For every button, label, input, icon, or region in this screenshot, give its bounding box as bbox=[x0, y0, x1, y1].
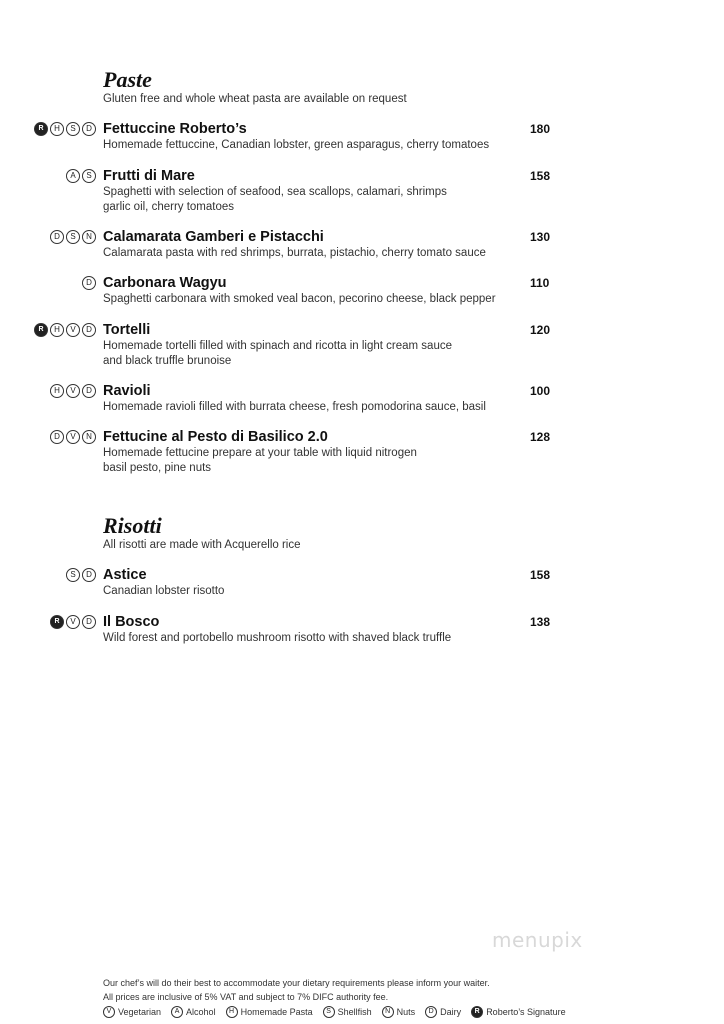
description-line: garlic oil, cherry tomatoes bbox=[103, 200, 235, 213]
description-line: Canadian lobster risotto bbox=[103, 585, 225, 597]
description-line: Homemade fettucine prepare at your table with liquid nitrogen bbox=[103, 447, 417, 459]
dietary-badge-icon: D bbox=[82, 323, 96, 337]
item-price: 158 bbox=[530, 169, 551, 183]
item-price: 130 bbox=[530, 230, 551, 244]
legend-item bbox=[382, 1005, 416, 1019]
item-badges bbox=[82, 276, 96, 290]
legend-label: Alcohol bbox=[186, 1007, 216, 1017]
item-description bbox=[103, 246, 533, 261]
description-line: Spaghetti with selection of seafood, sea scallops, calamari, shrimps bbox=[103, 186, 447, 198]
watermark-logo: menupix bbox=[492, 928, 583, 952]
legend-item bbox=[425, 1005, 461, 1019]
legend-label: Vegetarian bbox=[118, 1007, 162, 1017]
item-name: Astice bbox=[103, 567, 147, 583]
footer-note: All prices are inclusive of 5% VAT and subject to 7% DIFC authority fee. bbox=[103, 992, 389, 1002]
dietary-badge-icon: S bbox=[66, 122, 80, 136]
dietary-badge-icon: D bbox=[82, 122, 96, 136]
dietary-badge-icon: R bbox=[34, 323, 48, 337]
dietary-badge-icon: S bbox=[66, 230, 80, 244]
description-line: Homemade ravioli filled with burrata cheese, fresh pomodorina sauce, basil bbox=[103, 401, 486, 413]
description-line: and black truffle brunoise bbox=[103, 354, 232, 367]
dietary-badge-icon: R bbox=[34, 122, 48, 136]
item-badges bbox=[66, 169, 96, 183]
item-price: 180 bbox=[530, 122, 551, 136]
item-description bbox=[103, 138, 533, 153]
dietary-badge-icon: D bbox=[82, 384, 96, 398]
legend-label: Homemade Pasta bbox=[240, 1007, 313, 1017]
section-note: All risotti are made with Acquerello rice bbox=[103, 539, 301, 551]
footer-note: Our chef’s will do their best to accommodate your dietary requirements please inform your waiter. bbox=[103, 978, 490, 988]
dietary-badge-icon: H bbox=[226, 1006, 238, 1018]
item-description bbox=[103, 185, 533, 214]
footer bbox=[103, 976, 566, 1019]
item-description bbox=[103, 584, 533, 599]
item-price: 110 bbox=[530, 276, 550, 290]
legend-item bbox=[103, 1005, 161, 1019]
item-price: 128 bbox=[530, 430, 551, 444]
dietary-badge-icon: S bbox=[323, 1006, 335, 1018]
dietary-badge-icon: H bbox=[50, 122, 64, 136]
dietary-badge-icon: D bbox=[50, 230, 64, 244]
item-badges bbox=[50, 230, 96, 244]
dietary-badge-icon: V bbox=[66, 430, 80, 444]
item-description bbox=[103, 446, 533, 475]
description-line: Homemade tortelli filled with spinach and ricotta in light cream sauce bbox=[103, 340, 452, 352]
section-note: Gluten free and whole wheat pasta are available on request bbox=[103, 93, 407, 105]
description-line: Spaghetti carbonara with smoked veal bacon, pecorino cheese, black pepper bbox=[103, 293, 496, 305]
item-name: Fettuccine Roberto’s bbox=[103, 121, 247, 137]
dietary-badge-icon: D bbox=[50, 430, 64, 444]
dietary-legend bbox=[103, 1005, 566, 1019]
item-price: 158 bbox=[530, 568, 551, 582]
item-name: Frutti di Mare bbox=[103, 168, 195, 184]
dietary-badge-icon: R bbox=[50, 615, 64, 629]
item-badges bbox=[50, 615, 96, 629]
item-description bbox=[103, 400, 533, 415]
item-name: Tortelli bbox=[103, 322, 151, 338]
item-description bbox=[103, 339, 533, 368]
item-name: Fettucine al Pesto di Basilico 2.0 bbox=[103, 429, 328, 445]
legend-item bbox=[226, 1005, 313, 1019]
dietary-badge-icon: N bbox=[82, 230, 96, 244]
legend-label: Roberto’s Signature bbox=[486, 1007, 566, 1017]
dietary-badge-icon: V bbox=[103, 1006, 115, 1018]
legend-label: Shellfish bbox=[337, 1007, 372, 1017]
dietary-badge-icon: S bbox=[82, 169, 96, 183]
legend-item bbox=[171, 1005, 216, 1019]
dietary-badge-icon: N bbox=[82, 430, 96, 444]
item-description bbox=[103, 292, 533, 307]
section-title: Risotti bbox=[103, 513, 162, 538]
item-badges bbox=[66, 568, 96, 582]
legend-item bbox=[471, 1005, 565, 1019]
item-name: Calamarata Gamberi e Pistacchi bbox=[103, 229, 324, 245]
item-badges bbox=[50, 430, 96, 444]
dietary-badge-icon: H bbox=[50, 323, 64, 337]
item-price: 120 bbox=[530, 323, 551, 337]
item-badges bbox=[34, 323, 96, 337]
item-name: Carbonara Wagyu bbox=[103, 275, 227, 291]
item-badges bbox=[34, 122, 96, 136]
dietary-badge-icon: H bbox=[50, 384, 64, 398]
legend-label: Nuts bbox=[396, 1007, 416, 1017]
description-line: basil pesto, pine nuts bbox=[103, 461, 212, 474]
dietary-badge-icon: D bbox=[82, 276, 96, 290]
item-price: 138 bbox=[530, 615, 551, 629]
description-line: Wild forest and portobello mushroom risotto with shaved black truffle bbox=[103, 632, 452, 644]
legend-label: Dairy bbox=[440, 1007, 462, 1017]
dietary-badge-icon: A bbox=[66, 169, 80, 183]
item-name: Il Bosco bbox=[103, 614, 160, 630]
dietary-badge-icon: D bbox=[425, 1006, 437, 1018]
item-price: 100 bbox=[530, 384, 551, 398]
dietary-badge-icon: R bbox=[471, 1006, 483, 1018]
legend-item bbox=[323, 1005, 372, 1019]
item-description bbox=[103, 631, 533, 646]
description-line: Homemade fettuccine, Canadian lobster, green asparagus, cherry tomatoes bbox=[103, 139, 490, 151]
dietary-badge-icon: N bbox=[382, 1006, 394, 1018]
description-line: Calamarata pasta with red shrimps, burrata, pistachio, cherry tomato sauce bbox=[103, 247, 486, 259]
dietary-badge-icon: V bbox=[66, 323, 80, 337]
dietary-badge-icon: S bbox=[66, 568, 80, 582]
dietary-badge-icon: D bbox=[82, 568, 96, 582]
dietary-badge-icon: A bbox=[171, 1006, 183, 1018]
dietary-badge-icon: V bbox=[66, 384, 80, 398]
dietary-badge-icon: D bbox=[82, 615, 96, 629]
dietary-badge-icon: V bbox=[66, 615, 80, 629]
item-badges bbox=[50, 384, 96, 398]
section-title: Paste bbox=[103, 67, 152, 92]
item-name: Ravioli bbox=[103, 383, 151, 399]
